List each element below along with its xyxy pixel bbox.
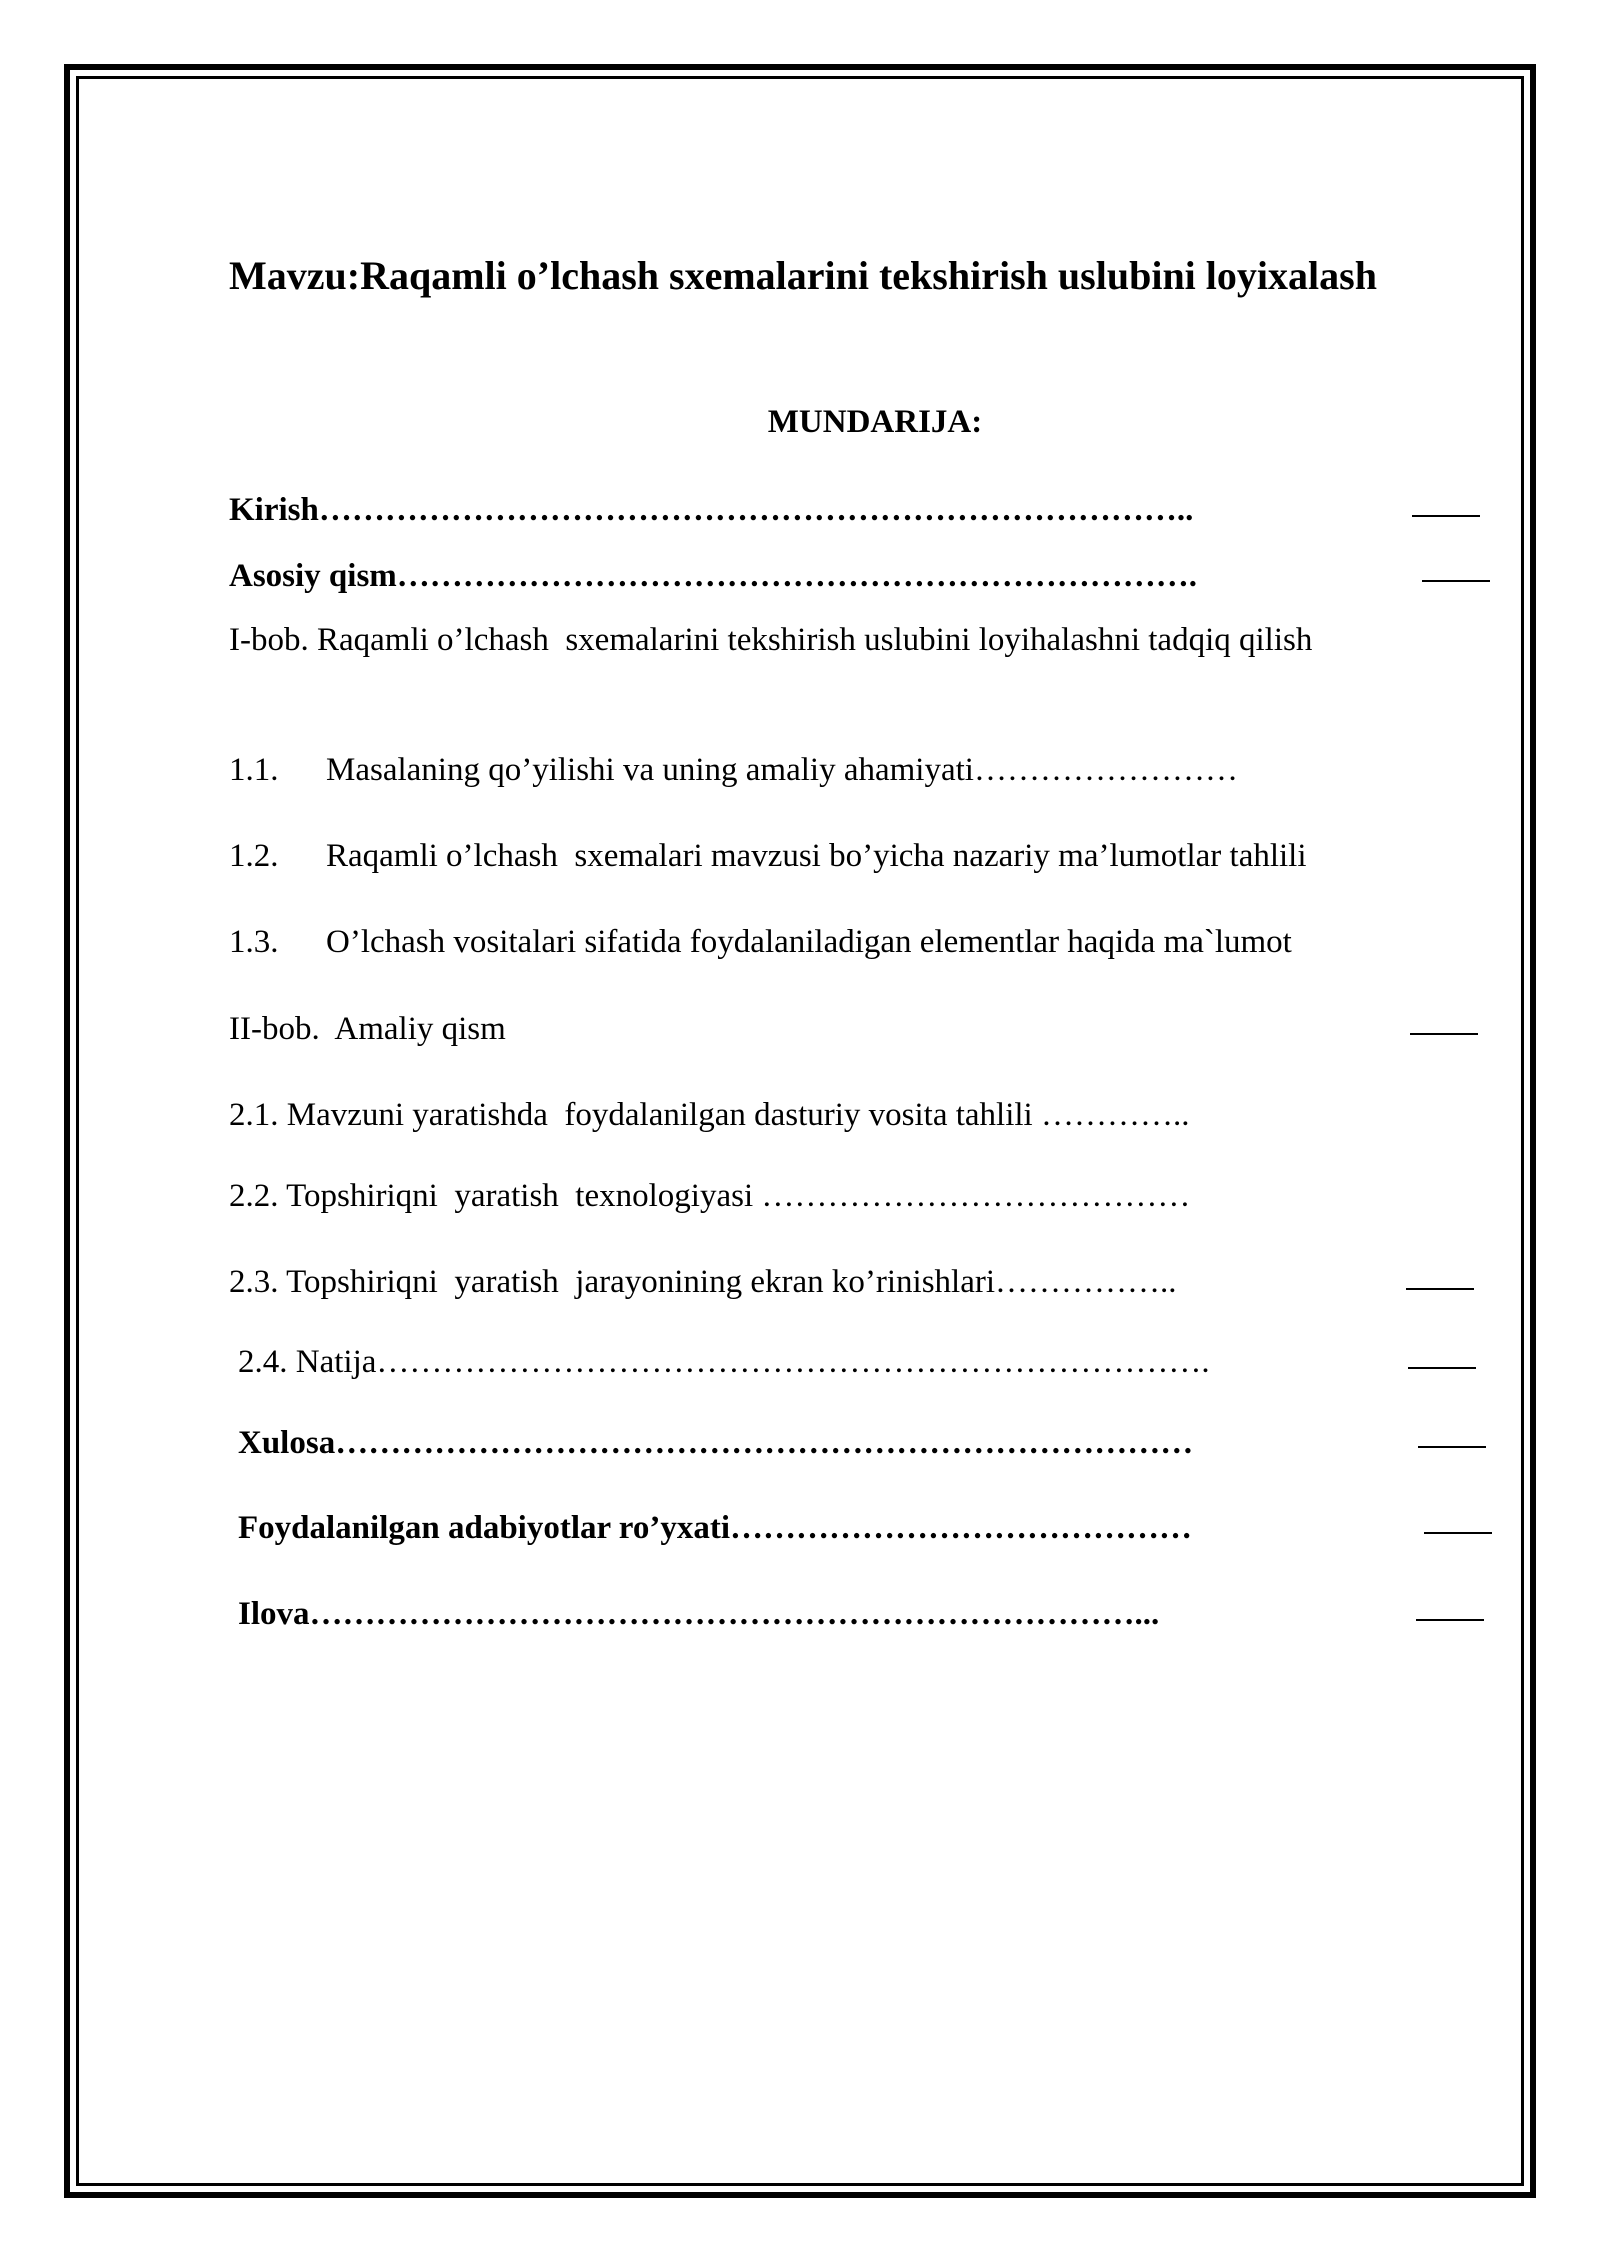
toc-entry-kirish: Kirish…………………………………………………………………….. — [229, 492, 1194, 528]
toc-page-placeholder-kirish — [1412, 515, 1480, 517]
toc-entry-1-3 — [229, 922, 1292, 962]
toc-entry-ilova: Ilova…………………………………………………………………... — [238, 1596, 1160, 1632]
toc-entry-1-1 — [229, 750, 1238, 790]
toc-entry-asosiy-qism: Asosiy qism………………………………………………………………. — [229, 558, 1198, 594]
toc-entry-chapter-1: I-bob. Raqamli o’lchash sxemalarini tekshirish uslubini loyihalashni tadqiq qilish — [229, 622, 1313, 658]
toc-entry-1-3-number: 1.3. — [229, 924, 279, 960]
document-title: Mavzu:Raqamli o’lchash sxemalarini tekshirish uslubini loyixalash — [229, 253, 1377, 298]
toc-entry-2-4: 2.4. Natija…………………………………………………………………. — [238, 1344, 1210, 1380]
toc-entry-1-1-text: Masalaning qo’yilishi va uning amaliy ahamiyati…………………… — [326, 752, 1238, 788]
toc-page-placeholder-asosiy-qism — [1422, 580, 1490, 582]
toc-entry-2-3: 2.3. Topshiriqni yaratish jarayonining ekran ko’rinishlari…………….. — [229, 1264, 1177, 1300]
toc-entry-chapter-2: II-bob. Amaliy qism — [229, 1011, 506, 1047]
toc-entry-2-1: 2.1. Mavzuni yaratishda foydalanilgan dasturiy vosita tahlili ………….. — [229, 1097, 1190, 1133]
toc-page-placeholder-references — [1424, 1532, 1492, 1534]
toc-page-placeholder-chapter-2 — [1410, 1033, 1478, 1035]
toc-entry-references: Foydalanilgan adabiyotlar ro’yxati…………………………………… — [238, 1510, 1193, 1546]
toc-page-placeholder-2-3 — [1406, 1288, 1474, 1290]
toc-entry-1-1-number: 1.1. — [229, 752, 279, 788]
toc-page-placeholder-2-4 — [1408, 1367, 1476, 1369]
toc-entry-2-2: 2.2. Topshiriqni yaratish texnologiyasi ………………………………… — [229, 1178, 1191, 1214]
toc-entry-xulosa: Xulosa…………………………………………………………………… — [238, 1425, 1194, 1461]
toc-entry-1-3-text: O’lchash vositalari sifatida foydalaniladigan elementlar haqida ma`lumot — [326, 924, 1292, 960]
toc-page-placeholder-xulosa — [1418, 1446, 1486, 1448]
toc-heading: MUNDARIJA: — [767, 404, 983, 440]
toc-entry-1-2 — [229, 836, 1307, 876]
toc-page-placeholder-ilova — [1416, 1619, 1484, 1621]
toc-entry-1-2-number: 1.2. — [229, 838, 279, 874]
toc-entry-1-2-text: Raqamli o’lchash sxemalari mavzusi bo’yicha nazariy ma’lumotlar tahlili — [326, 838, 1307, 874]
